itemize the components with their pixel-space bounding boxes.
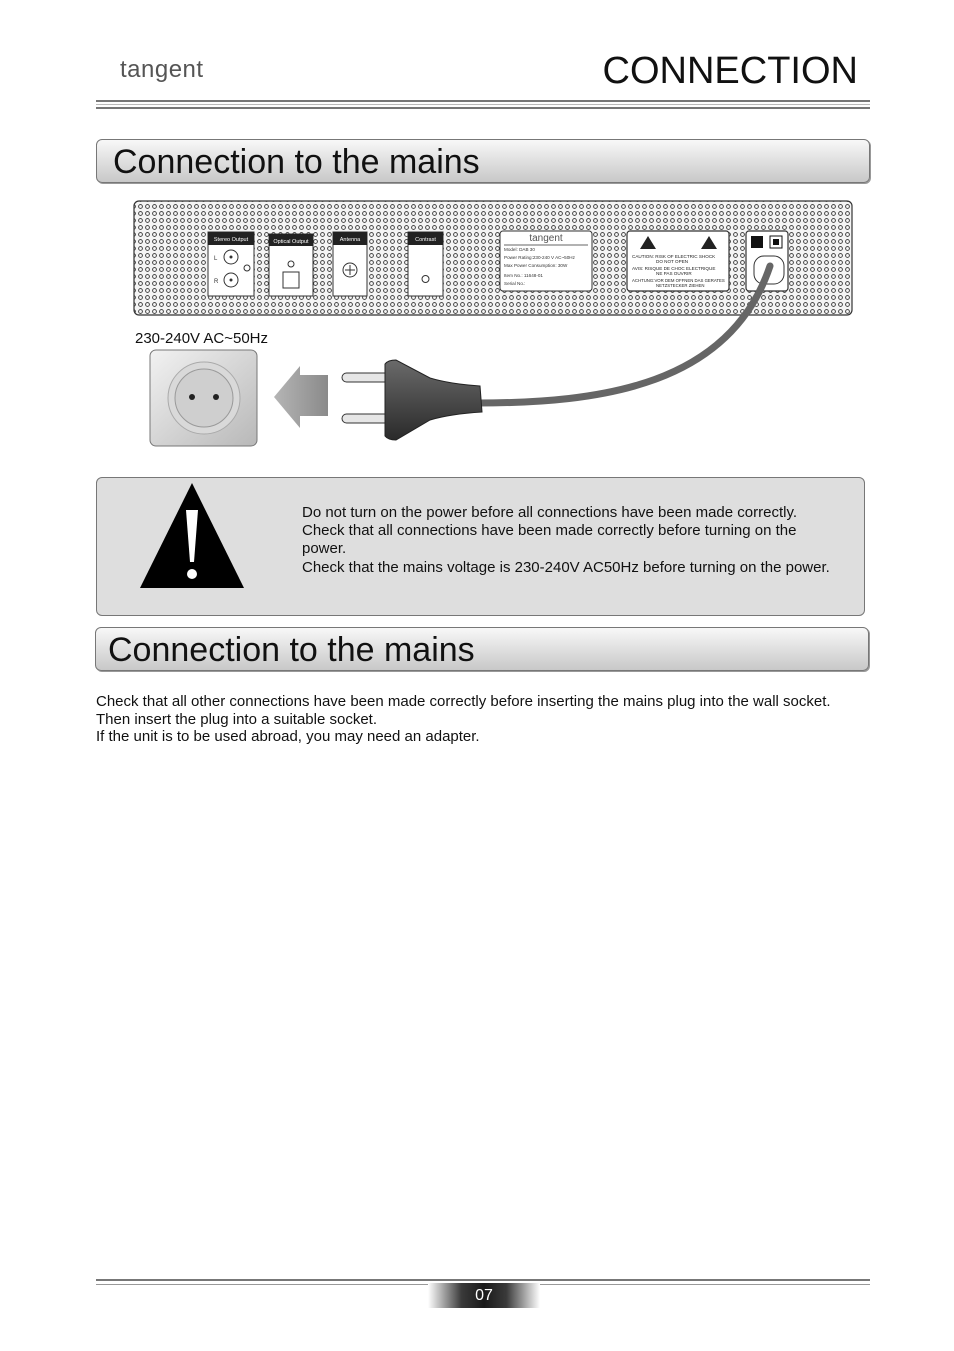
rating-model: Model: DAB 30 xyxy=(504,247,535,252)
mains-plug xyxy=(342,360,482,440)
section-header-1 xyxy=(96,139,870,183)
instruction-paragraph-3: If the unit is to be used abroad, you may need an adapter. xyxy=(96,728,480,745)
caution-line-4: NE PAS OUVRIR xyxy=(656,271,692,276)
caution-line-1: CAUTION: RISK OF ELECTRIC SHOCK xyxy=(632,254,716,259)
header-divider xyxy=(96,100,870,109)
caution-line-5: ACHTUNG:VOR DEM OFFNEN DAS GERATES xyxy=(632,278,725,283)
rating-label xyxy=(500,231,592,291)
page-title: CONNECTION xyxy=(602,50,858,92)
contrast-control xyxy=(408,232,443,296)
rating-serial-no: Serial No.: xyxy=(504,281,526,286)
section-title-1: Connection to the mains xyxy=(113,143,480,181)
instruction-paragraph-1: Check that all other connections have been made correctly before inserting the mains plug into the wall socket. xyxy=(96,693,831,710)
mains-connection-diagram xyxy=(130,196,860,458)
page-number: 07 xyxy=(428,1283,540,1308)
right-channel-label: R xyxy=(214,279,219,285)
instructions-text xyxy=(96,693,856,746)
voltage-label: 230-240V AC~50Hz xyxy=(135,330,269,347)
caution-line-6: NETZSTECKER ZIEHEN xyxy=(656,283,705,288)
rating-max-power: Max Power Consumption: 30W xyxy=(504,263,568,268)
rating-brand: tangent xyxy=(529,233,563,244)
warning-line-1: Do not turn on the power before all connections have been made correctly. xyxy=(302,504,798,521)
stereo-output-label: Stereo Output xyxy=(213,237,249,243)
stereo-output-port xyxy=(208,232,254,296)
contrast-label: Contrast xyxy=(415,237,436,243)
left-channel-label: L xyxy=(214,256,218,262)
rating-item-no: Item No.: 11648-01 xyxy=(504,273,543,278)
insert-arrow-icon xyxy=(274,366,328,428)
caution-line-3: AVIS: RISQUE DE CHOC ELECTRIQUE xyxy=(632,266,716,271)
wall-socket xyxy=(150,350,257,446)
section-title-2: Connection to the mains xyxy=(108,631,475,669)
caution-line-2: DO NOT OPEN xyxy=(656,259,689,264)
warning-line-2: Check that all connections have been made correctly before turning on the power. xyxy=(302,522,797,558)
logo-text: tangent xyxy=(120,56,204,83)
brand-logo xyxy=(120,56,204,84)
antenna-port xyxy=(333,232,367,296)
section-header-2 xyxy=(95,627,869,671)
warning-line-3: Check that the mains voltage is 230-240V AC50Hz before turning on the power. xyxy=(302,558,830,576)
optical-output-port xyxy=(269,234,313,296)
caution-label xyxy=(627,231,729,291)
instruction-paragraph-2: Then insert the plug into a suitable socket. xyxy=(96,710,378,728)
antenna-label: Antenna xyxy=(339,237,361,243)
warning-exclamation-icon xyxy=(136,480,248,592)
optical-output-label: Optical Output xyxy=(273,239,309,245)
rating-power: Power Rating:230-240 V AC~50Hz xyxy=(504,255,575,260)
warning-text xyxy=(302,504,842,577)
